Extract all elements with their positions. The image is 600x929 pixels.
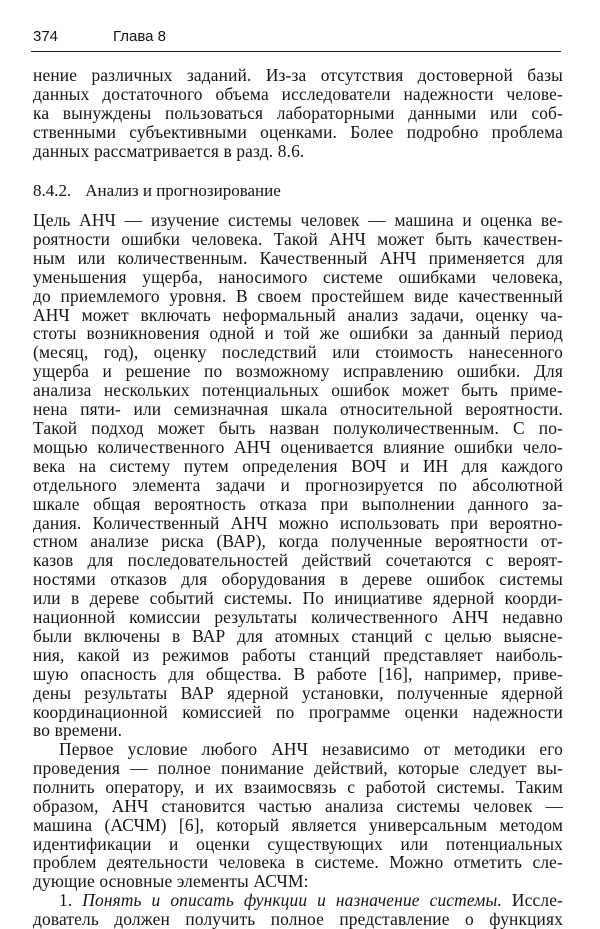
text-line: нение различных заданий. Из-за отсутствия достоверной базы — [33, 65, 563, 85]
text-line: века на систему путем определения ВОЧ и ИН для каждого — [33, 455, 563, 476]
text-line: до приемлемого уровня. В своем простейшем виде качественный — [33, 285, 563, 306]
text-line: мощью количественного АНЧ оценивается влияние ошибки чело- — [33, 436, 563, 457]
text-line: или в дереве событий системы. По инициативе ядерной коорди- — [33, 588, 563, 609]
paragraph-continued — [33, 66, 563, 161]
text-line: нена пяти- или семизначная шкала относительной вероятности. — [33, 399, 563, 420]
text-line: ственными субъективными оценками. Более подробно проблема — [33, 121, 563, 142]
text-line: дания. Количественный АНЧ можно использовать при вероятно- — [33, 512, 563, 533]
text-line: данных достаточного объема исследователи надежности челове- — [33, 83, 563, 104]
text-line: проведения — полное понимание действий, которые следует вы- — [33, 757, 563, 778]
text-line: Первое условие любого АНЧ независимо от методики его — [59, 739, 563, 759]
text-line: роятности ошибки человека. Такой АНЧ может быть качествен- — [33, 228, 563, 249]
text-line: данных рассматривается в разд. 8.6. — [33, 140, 305, 161]
text-line: Цель АНЧ — изучение системы человек — машина и оценка ве- — [33, 210, 563, 230]
list-item-number: 1. — [59, 890, 73, 910]
text-line: дующие основные элементы АСЧМ: — [33, 871, 309, 892]
text-line: ка вынуждены пользоваться лабораторными данными или соб- — [33, 102, 563, 123]
text-line: полнить оператору, и их взаимосвязь с работой системы. Таким — [33, 776, 563, 797]
section-title: Анализ и прогнозирование — [85, 181, 281, 200]
text-line: Такой подход может быть назван полуколичественным. С по- — [33, 417, 563, 438]
header-rule — [31, 51, 561, 52]
text-line: были включены в ВАР для атомных станций с целью выясне- — [33, 625, 563, 646]
text-line: во времени. — [33, 720, 123, 741]
text-line: стоты возникновения одной и той же ошибки за данный период — [33, 323, 563, 344]
text-line: стном анализе риска (ВАР), когда полученные вероятности от- — [33, 531, 563, 552]
text-line — [33, 891, 563, 910]
section-number: 8.4.2. — [33, 181, 72, 200]
section-heading — [33, 181, 281, 201]
text-line: координационной комиссией по программе оценки надежности — [33, 701, 563, 722]
paragraph-analysis — [33, 211, 563, 740]
text-line: ным или количественным. Качественный АНЧ применяется для — [33, 247, 563, 268]
text-line: анализа нескольких потенциальных ошибок может быть приме- — [33, 380, 563, 401]
text-line: АНЧ может включать неформальный анализ задачи, оценку ча- — [33, 304, 563, 325]
text-line: казов для последовательностей действий сочетаются с вероят- — [33, 550, 563, 571]
list-item — [33, 891, 563, 929]
text-line: национной комиссии результаты количественного АНЧ недавно — [33, 607, 563, 628]
page-number: 374 — [33, 28, 59, 45]
text-line: ущерба и решение по возможному исправлению ошибки. Для — [33, 361, 563, 382]
text-line: шую опасность для общества. В работе [16], например, приве- — [33, 663, 563, 684]
paragraph-first-condition — [33, 740, 563, 891]
chapter-title: Глава 8 — [113, 28, 167, 45]
text-line: ностями отказов для оборудования в дереве ошибок системы — [33, 569, 563, 590]
text-line: образом, АНЧ становится частью анализа системы человек — — [33, 795, 563, 816]
text-line: отдельного элемента задачи и прогнозируется по абсолютной — [33, 474, 563, 495]
text-line: проблем деятельности человека в системе. Можно отметить сле- — [33, 852, 563, 873]
text-line: дены результаты ВАР ядерной установки, полученные ядерной — [33, 682, 563, 703]
text-line: (месяц, год), оценку последствий или стоимость нанесенного — [33, 342, 563, 363]
text-line: машина (АСЧМ) [6], который является универсальным методом — [33, 814, 563, 835]
text-line: ния, какой из режимов работы станций представляет наиболь- — [33, 644, 563, 665]
list-item-text: Иссле- — [511, 890, 564, 910]
page-header — [33, 28, 561, 50]
text-line: дователь должен получить полное представление о функциях — [33, 908, 563, 929]
list-item-title: Понять и описать функции и назначение системы. — [82, 890, 502, 910]
text-line: идентификации и оценки существующих или потенциальных — [33, 833, 563, 854]
text-line: шкале общая вероятность отказа при выполнении данного за- — [33, 493, 563, 514]
text-line: уменьшения ущерба, наносимого системе ошибками человека, — [33, 266, 563, 287]
